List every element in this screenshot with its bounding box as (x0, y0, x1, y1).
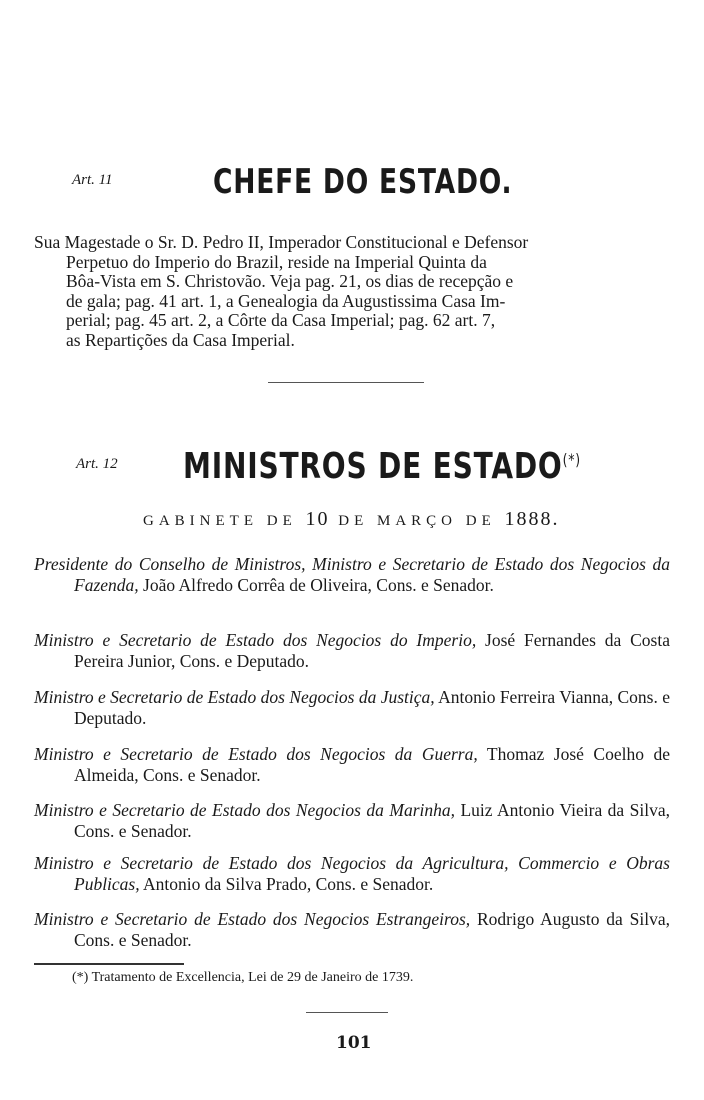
minister-role: Ministro e Secretario de Estado dos Negocios da Marinha, (34, 800, 456, 820)
minister-role: Ministro e Secretario de Estado dos Negocios da Guerra, (34, 744, 478, 764)
minister-entry (34, 554, 670, 595)
paragraph-line: Sua Magestade o Sr. D. Pedro II, Imperador Constitucional e Defensor (34, 232, 529, 252)
cabinet-subtitle (143, 508, 560, 531)
subtitle-day: 10 (305, 508, 330, 530)
minister-role: Ministro e Secretario de Estado dos Negocios da Justiça, (34, 687, 435, 707)
minister-role: Ministro e Secretario de Estado dos Negocios do Imperio, (34, 630, 477, 650)
paragraph-line: perial; pag. 45 art. 2, a Côrte da Casa Imperial; pag. 62 art. 7, (66, 310, 496, 330)
minister-holder: Rodrigo Augusto da Silva, Cons. e Senador. (74, 909, 670, 950)
subtitle-text: GABINETE DE (143, 513, 306, 529)
minister-role: Ministro e Secretario de Estado dos Negocios Estrangeiros, (34, 909, 471, 929)
minister-holder: José Fernandes da Costa Pereira Junior, Cons. e Deputado. (74, 630, 670, 671)
minister-holder: Luiz Antonio Vieira da Silva, Cons. e Senador. (74, 800, 670, 841)
footnote: (*) Tratamento de Excellencia, Lei de 29 de Janeiro de 1739. (72, 970, 414, 985)
page-number: 101 (336, 1033, 372, 1053)
article-11-paragraph (34, 233, 668, 350)
minister-role: Ministro e Secretario de Estado dos Negocios da Agricultura, Commercio e Obras Publicas, (34, 853, 670, 894)
paragraph-line: as Repartições da Casa Imperial. (66, 329, 295, 350)
article-12-label: Art. 12 (76, 456, 118, 472)
minister-entry (34, 853, 670, 894)
minister-entry (34, 800, 670, 841)
minister-role: Presidente do Conselho de Ministros, Ministro e Secretario de Estado dos Negocios da Fazenda, (34, 554, 670, 595)
paragraph-line: de gala; pag. 41 art. 1, a Genealogia da Augustissima Casa Im- (66, 290, 506, 311)
minister-holder: João Alfredo Corrêa de Oliveira, Cons. e Senador. (138, 574, 494, 595)
minister-entry (34, 687, 670, 728)
minister-entry (34, 909, 670, 950)
article-11-label: Art. 11 (72, 172, 113, 188)
footnote-rule (34, 963, 184, 965)
minister-holder: Antonio Ferreira Vianna, Cons. e Deputado. (74, 687, 670, 728)
minister-holder: Antonio da Silva Prado, Cons. e Senador. (139, 873, 434, 894)
bottom-divider (306, 1012, 388, 1013)
paragraph-line: Perpetuo do Imperio do Brazil, reside na Imperial Quinta da (66, 251, 487, 272)
footnote-mark: (*) (562, 450, 581, 469)
section-divider (268, 382, 424, 383)
heading-text: MINISTROS DE ESTADO (183, 446, 563, 487)
minister-entry (34, 744, 670, 785)
minister-entry (34, 630, 670, 671)
ministros-de-estado-heading (183, 446, 581, 487)
subtitle-text: DE MARÇO DE (329, 513, 505, 529)
subtitle-year: 1888. (504, 508, 560, 530)
chefe-do-estado-heading: CHEFE DO ESTADO. (213, 162, 513, 202)
minister-holder: Thomaz José Coelho de Almeida, Cons. e Senador. (74, 744, 670, 785)
paragraph-line: Bôa-Vista em S. Christovão. Veja pag. 21, os dias de recepção e (66, 271, 514, 291)
